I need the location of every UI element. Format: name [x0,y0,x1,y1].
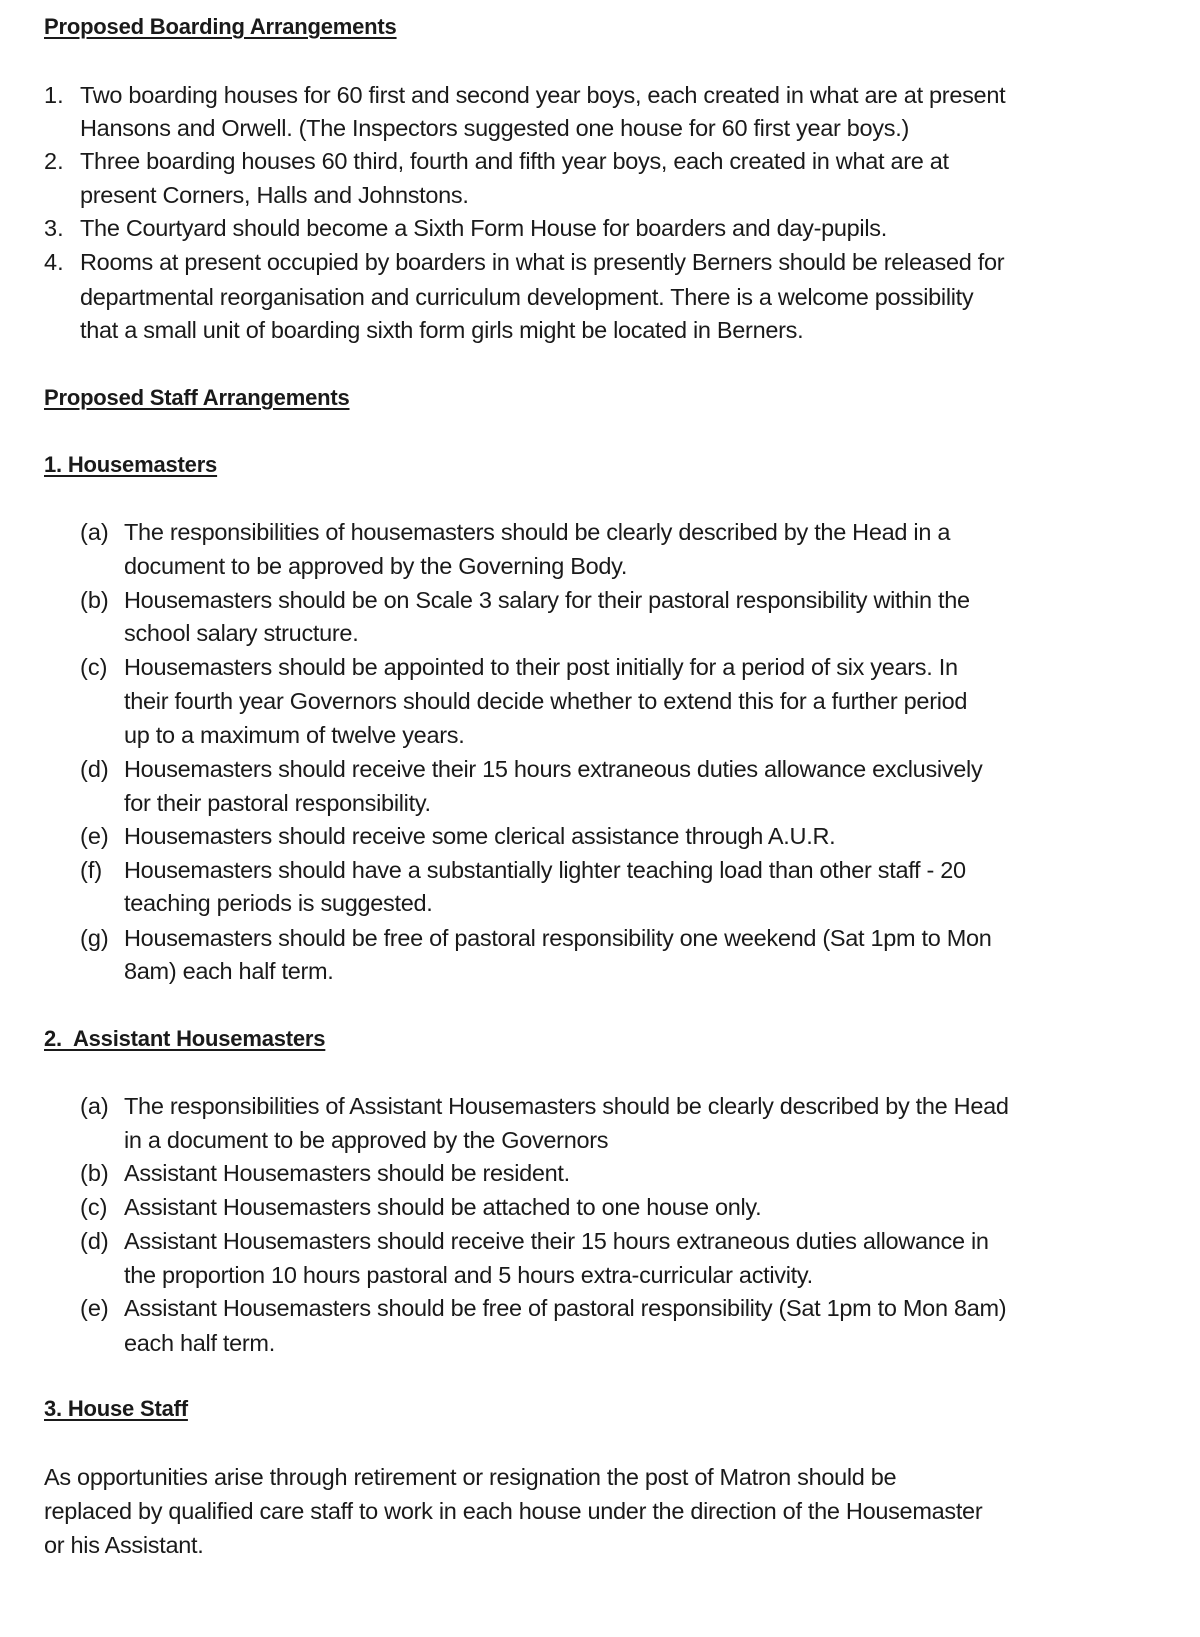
list-item-line: Rooms at present occupied by boarders in what is presently Berners should be released for [80,249,1005,275]
list-marker: (a) [80,1093,109,1119]
list-item-line: Assistant Housemasters should receive their 15 hours extraneous duties allowance in [124,1228,989,1254]
list-item-line: The responsibilities of housemasters should be clearly described by the Head in a [124,519,951,545]
list-item-line: in a document to be approved by the Governors [124,1127,609,1153]
list-item-line: Assistant Housemasters should be attached to one house only. [124,1194,762,1220]
list-item-line: departmental reorganisation and curriculum development. There is a welcome possibility [80,284,974,310]
list-item-line: that a small unit of boarding sixth form girls might be located in Berners. [80,317,804,343]
list-marker: 1. [44,82,64,108]
list-marker: (c) [80,654,108,680]
boarding-heading: Proposed Boarding Arrangements [44,14,397,39]
list-marker: 3. [44,215,64,241]
list-item-line: the proportion 10 hours pastoral and 5 hours extra-curricular activity. [124,1262,813,1288]
paragraph-line: replaced by qualified care staff to work in each house under the direction of the Housemaster [44,1498,983,1524]
list-item-line: Hansons and Orwell. (The Inspectors suggested one house for 60 first year boys.) [80,115,909,141]
list-item-line: Housemasters should have a substantially lighter teaching load than other staff - 20 [124,857,966,883]
list-item-line: The responsibilities of Assistant Housemasters should be clearly described by the Head [124,1093,1009,1119]
list-item-line: Assistant Housemasters should be free of pastoral responsibility (Sat 1pm to Mon 8am) [124,1295,1007,1321]
list-marker: (e) [80,823,109,849]
list-marker: (f) [80,857,103,883]
list-item-line: document to be approved by the Governing Body. [124,553,628,579]
list-item-line: Housemasters should be appointed to their post initially for a period of six years. In [124,654,958,680]
list-item-line: present Corners, Halls and Johnstons. [80,182,469,208]
list-marker: (b) [80,1160,109,1186]
list-item-line: Assistant Housemasters should be resident. [124,1160,570,1186]
list-item-line: Housemasters should be on Scale 3 salary for their pastoral responsibility within the [124,587,970,613]
list-marker: (e) [80,1295,109,1321]
list-marker: (a) [80,519,109,545]
list-item-line: The Courtyard should become a Sixth Form House for boarders and day-pupils. [80,215,887,241]
paragraph-line: or his Assistant. [44,1532,204,1558]
list-item-line: each half term. [124,1330,275,1356]
list-item-line: 8am) each half term. [124,958,334,984]
list-item-line: teaching periods is suggested. [124,890,433,916]
list-item-line: up to a maximum of twelve years. [124,722,465,748]
list-marker: 4. [44,249,64,275]
list-marker: (b) [80,587,109,613]
staff-heading: Proposed Staff Arrangements [44,385,350,410]
assistant-housemasters-heading: 2. Assistant Housemasters [44,1026,326,1051]
list-item-line: school salary structure. [124,620,359,646]
paragraph-line: As opportunities arise through retirement or resignation the post of Matron should be [44,1464,897,1490]
list-marker: (c) [80,1194,108,1220]
list-item-line: their fourth year Governors should decide whether to extend this for a further period [124,688,968,714]
list-item-line: Three boarding houses 60 third, fourth and fifth year boys, each created in what are at [80,148,949,174]
list-item-line: Two boarding houses for 60 first and second year boys, each created in what are at present [80,82,1006,108]
list-marker: (d) [80,756,109,782]
list-item-line: for their pastoral responsibility. [124,790,431,816]
list-marker: (g) [80,925,109,951]
housemasters-heading: 1. Housemasters [44,452,218,477]
list-marker: 2. [44,148,64,174]
house-staff-heading: 3. House Staff [44,1396,188,1421]
list-item-line: Housemasters should be free of pastoral responsibility one weekend (Sat 1pm to Mon [124,925,992,951]
list-marker: (d) [80,1228,109,1254]
list-item-line: Housemasters should receive some clerical assistance through A.U.R. [124,823,836,849]
list-item-line: Housemasters should receive their 15 hours extraneous duties allowance exclusively [124,756,983,782]
